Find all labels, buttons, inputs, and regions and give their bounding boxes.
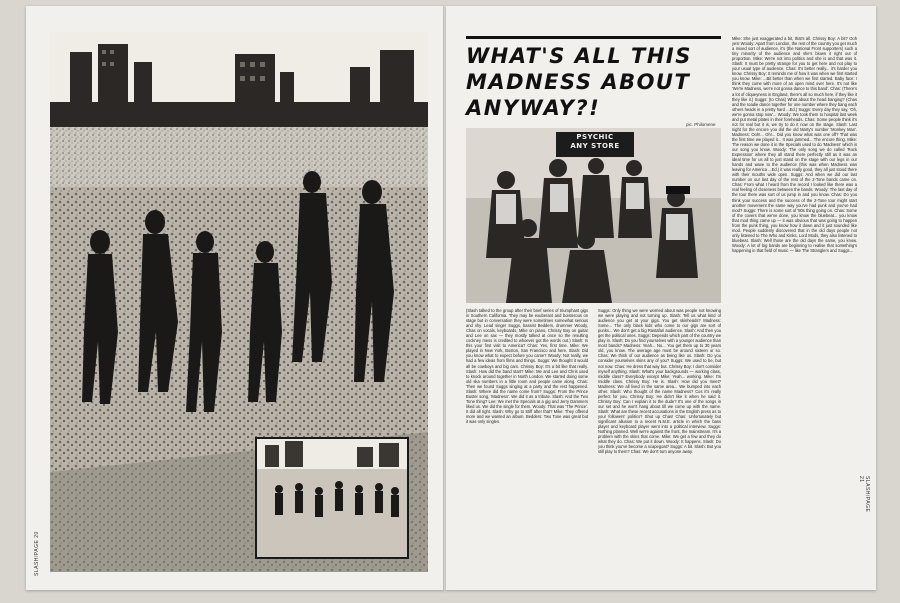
headline-line-2: MADNESS ABOUT: [466, 70, 691, 94]
inset-band-photo: [255, 437, 409, 559]
headline: [466, 36, 721, 121]
article-column-1: [466, 308, 588, 572]
poster-line-2: ANY STORE: [570, 142, 620, 150]
photo-credit: pic. Philomene: [686, 122, 716, 127]
left-page: [26, 6, 444, 590]
column-3-text: Mike: She just exaggerated a bit, that's all. Chrissy Boy: A bit? Ooh yes! Woody: Apart from London, the rest of the country you get much a mixed sort of audience, it's (the National Front supporters) such a tiny minority of the audience and she's blown it right out of proportion. Mike: We're not into politics and she is and that was it. Slash: It must be pretty strange for you to get here and not play to your usual type of audience. Chas: It's better really... it's harder you know. Chrissy Boy: It reminds me of how it was when we first started you know. Mike: ...Bit better than when we first started. Baby face: I think they come with more of an open mind over here. It's not like 'We're Madness, we're not gonna dance to this band'. Chas: (There's a lot of cliqueyness in England, there's all so much here, if they like it they like it.) Suggs: (to Chas) What about the head banging? (Chas and the roadie dance together for one number where they bang each others heads in a pretty hard ...Ed.) Suggs: Every day they say, 'Oh, we're gonna stop now'... Woody: We took them to hospital last week and put metal plates in their foreheads. Chas: Some people think it's not for real but it is, we try to do it now on the stage. Slash: Last night for the encore you did the old Marty's number 'Monkey Man'. Madness: Ooh!... Oh!... Did you know what was one off? That was the first time we played it... It was jammed... The encore thing. Mike: The reason we done it in the Specials used to do 'Madness' which is our song you know. Woody: The only song we do called 'Rock Expression' where they all stand there perfectly still as it was an ideal time for us all to just stand on the stage with our legs in our hands and wave to the audience (this was when Madness was leaving for America ...Ed.) it was really good, they all just stood there with their mouths wide open. Suggs: And when we did our last number on our last day of the rest of the 2-Tone bands came on. Chas: From what I heard from the record I looked like there was a real feeling of closeness between the bands. Woody: The last day of the tour there was sort of us jump in and you know. Chas: Do you think your success and the success of the 2-Tone tour might start another movement the same way you've had punk and you've had mod? Suggs: There is some sort of '80s thing going on. Chas: Some of the covers that we've done, you know the bluebeat... you know that mod thing came up — it was obvious that was going to happen from the punk thing, you know how it down and it just sounded like mod. People suddenly discovered that in the old days people not only listened to The Who and Kinks, Lord Mods, they also listened to bluebeat. Slash: Well those are the old days the same, you know. Woody: A lot of big bands are beginning to realise that something's happening in that field of music — like The Stranglers and Suggs...: [732, 36, 857, 253]
column-2-text: Suggs: Only thing we were worried about was people not knowing we were playing and not turning up. Slash: Tell us what kind of audience you get at your gigs. You get skinheads? Madness: Some... The only black kids who come to our gigs are sort of punks... We don't get a big Rastafari audience. Slash: And then you get the political ones. Suggs: Depends which part of the country we play in. Slash: Do you find yourselves with a younger audience than most bands? Madness: Yeah... No... You get them up to 30 years old, you know. The average age must be around sixteen or so. Chas: We think of our audience as being like us. Slash: Do you consider yourselves skins any of you? Suggs: We used to be, but not now. Chas: He dress that way but. Chrissy Boy: I don't consider myself anything. Slash: What's your backgrounds — working class, middle class? Everybody except Mike: Yeah... working. Mike: I'm middle class. Chrissy Boy: He is. Slash: How did you meet? Madness: We all lived in the same area... We bumped into each other. Slash: Who thought of the name Madness? Cos it's really perfect for you. Chrissy Boy: He didn't like it when he said it. Chrissy Boy: Can I explain it to the dude? It's one of the songs in our set and he won't hang about till we come up with the name. Slash: What are these recent accusations in the English press as to your followers' politics? Shut up Chas! Chas: Unfortunately but significant allusion to a recent N.M.E. article in which the bass player and keyboard player went into a political interview. Suggs: Nothing planned. Well we're against the front, the mainstream. It's a problem with the skins that come. Mike: We get a few and they do what they do. Chas: We put it down. Woody: It happens. Slash: Do you think you've become a scapegoat? Suggs: A bit. Slash: But you still play to them? Chas: We don't turn anyone away.: [598, 308, 721, 455]
article-column-2: [598, 308, 721, 572]
headline-line-1: WHAT'S ALL THIS: [466, 44, 692, 68]
beach-silhouette-photo: [50, 32, 428, 572]
article-column-3: [732, 36, 857, 576]
column-1-text: (Slash talked to the group after their brief series of triumphant gigs in Southern California. They may be exuberant and boisterous on stage but in conversation they were sometimes somewhat serious and shy. Lead singer Suggs, bassist Bedders, drummer Woody, Chas on vocals, keyboards, Mike on piano, Chrissy Boy on guitar and Lee on sax — they mostly talked at once so the resulting cockney mess is credited to whoever got the words out.) Slash: Is this your first visit to America? Chas: Yes, first time. Mike: We played in New York, Boston, San Francisco and here. Slash: Did you know what to expect before you came? Woody: Not really, we had a few ideas from films and things. Suggs: We thought it would all be cowboys and big cars. Chrissy Boy: It's a bit like that really. Slash: How did the band start? Mike: Me and Lee and Chris used to knock around together in North London. We started doing some old ska numbers in a little room and people came along. Chas: Then we found Suggs singing at a party and the rest happened. Slash: Where did the name come from? Suggs: From the Prince Buster song, 'Madness'. We did it as a tribute. Slash: And the Two Tone thing? Lee: We met the Specials at a gig and Jerry Dammers liked us. We did the single for them. Woody: That was 'The Prince'. It did all right. Slash: Why go to Stiff after that? Mike: They offered more and we wanted an album. Bedders: Two Tone was great but it was only singles.: [466, 308, 588, 425]
psychic-poster: [556, 132, 634, 157]
left-folio: SLASH/PAGE 20: [34, 531, 40, 576]
poster-line-1: PSYCHIC: [576, 133, 614, 141]
band-group-photo: [466, 128, 721, 303]
right-folio: SLASH/PAGE 21: [858, 476, 870, 513]
right-page: [446, 6, 876, 590]
headline-line-3: ANYWAY?!: [466, 96, 601, 120]
